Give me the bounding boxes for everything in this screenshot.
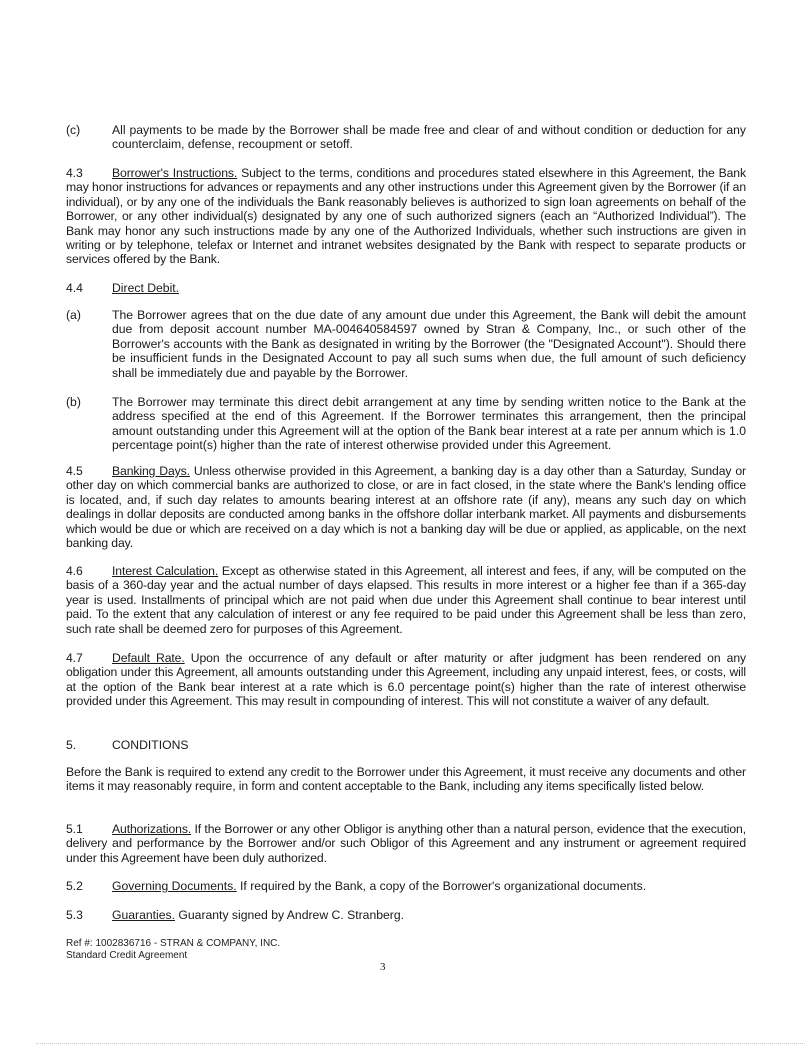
clause-text: The Borrower agrees that on the due date of any amount due under this Agreement, the Bank will debit the amount due from deposit account number MA-004640584597 owned by Stran & Company, Inc., or such other of the Borrower's accounts with the Bank as designated in writing by the Borrower (the "Designated Account"). Should there be insufficient funds in the Designated Account to pay all such sums when due, the full amount of such deficiency shall be immediately due and payable by the Borrower. [112, 308, 746, 380]
clause-label: (b) [66, 395, 81, 409]
clause-heading: Borrower's Instructions. [112, 166, 238, 180]
clause-heading: Authorizations. [112, 822, 192, 836]
clause-text: Except as otherwise stated in this Agreement, all interest and fees, if any, will be computed on the basis of a 360-day year and the actual number of days elapsed. This results in more interest or a higher fee than if a 365-day year is used. Installments of principal which are not paid when due under this Agreement shall continue to bear interest until paid. To the extent that any calculation of interest or any fee required to be paid under this Agreement shall be less than zero, such rate shall be deemed zero for purposes of this Agreement. [66, 564, 746, 636]
section-number: 5. [66, 738, 77, 752]
clause-number: 5.2 [66, 879, 83, 893]
clause-4-4 [66, 281, 746, 295]
clause-4-2-c [66, 123, 746, 152]
clause-5-3 [66, 908, 746, 922]
clause-text: If the Borrower or any other Obligor is anything other than a natural person, evidence that the execution, delivery and performance by the Borrower and/or such Obligor of this Agreement and any instrument or agreement required under this Agreement have been duly authorized. [66, 822, 746, 865]
clause-label: (a) [66, 308, 81, 322]
clause-text: Unless otherwise provided in this Agreement, a banking day is a day other than a Saturday, Sunday or other day on which commercial banks are authorized to close, or are in fact closed, in the state where the Bank's lending office is located, and, if such day relates to amounts bearing interest at an offshore rate (if any), means any such day on which dealings in dollar deposits are conducted among banks in the offshore dollar interbank market. All payments and disbursements which would be due or which are received on a day which is not a banking day will be due or applied, as applicable, on the next banking day. [66, 464, 746, 551]
clause-5-1 [66, 822, 746, 865]
clause-4-7 [66, 651, 746, 709]
clause-number: 5.3 [66, 908, 83, 922]
section-title: CONDITIONS [112, 738, 189, 752]
clause-number: 4.5 [66, 464, 83, 478]
clause-heading: Banking Days. [112, 464, 190, 478]
clause-number: 4.6 [66, 564, 83, 578]
clause-heading: Default Rate. [112, 651, 185, 665]
clause-4-6 [66, 564, 746, 636]
section-5-intro: Before the Bank is required to extend any credit to the Borrower under this Agreement, it must receive any documents and other items it may reasonably require, in form and content acceptable to the Bank, including any items specifically listed below. [66, 765, 746, 794]
scan-artifact-divider [36, 1043, 805, 1045]
clause-4-5 [66, 464, 746, 550]
clause-number: 4.3 [66, 166, 83, 180]
clause-heading: Interest Calculation. [112, 564, 219, 578]
clause-heading: Guaranties. [112, 908, 176, 922]
clause-text: If required by the Bank, a copy of the Borrower's organizational documents. [236, 879, 647, 893]
clause-text: All payments to be made by the Borrower shall be made free and clear of and without condition or deduction for any counterclaim, defense, recoupment or setoff. [112, 123, 746, 152]
clause-heading: Governing Documents. [112, 879, 237, 893]
clause-heading: Direct Debit. [112, 281, 180, 295]
clause-text: Subject to the terms, conditions and procedures stated elsewhere in this Agreement, the Bank may honor instructions for advances or repayments and any other instructions under this Agreement given by the Borrower (if an individual), or by any one of the individuals the Bank reasonably believes is authorized to sign loan agreements on behalf of the Borrower, or any other individual(s) designated by any one of such authorized signers (each an “Authorized Individual”). The Bank may honor any such instructions made by any one of the Authorized Individuals, whether such instructions are given in writing or by telephone, telefax or Internet and intranet websites designated by the Bank with respect to separate products or services offered by the Bank. [66, 166, 746, 267]
page-footer [66, 938, 280, 962]
clause-5-2 [66, 879, 746, 893]
clause-label: (c) [66, 123, 81, 137]
clause-number: 4.7 [66, 651, 83, 665]
clause-text: Upon the occurrence of any default or after maturity or after judgment has been rendered on any obligation under this Agreement, all amounts outstanding under this Agreement, including any unpaid interest, fees, or costs, will at the option of the Bank bear interest at a rate which is 6.0 percentage point(s) higher than the rate of interest otherwise provided under this Agreement. This may result in compounding of interest. This will not constitute a waiver of any default. [66, 651, 746, 709]
clause-text: Guaranty signed by Andrew C. Stranberg. [175, 908, 404, 922]
clause-4-3 [66, 166, 746, 267]
clause-4-4-a [66, 308, 746, 380]
clause-number: 4.4 [66, 281, 83, 295]
clause-4-4-b [66, 395, 746, 453]
page-number: 3 [380, 961, 386, 973]
section-5-heading [66, 738, 746, 752]
clause-number: 5.1 [66, 822, 83, 836]
footer-reference: Ref #: 1002836716 - STRAN & COMPANY, INC. [66, 938, 281, 949]
footer-document-name: Standard Credit Agreement [66, 950, 188, 961]
clause-text: The Borrower may terminate this direct debit arrangement at any time by sending written notice to the Bank at the address specified at the end of this Agreement. If the Borrower terminates this arrangement, then the principal amount outstanding under this Agreement will at the option of the Bank bear interest at a rate per annum which is 1.0 percentage point(s) higher than the rate of interest otherwise provided under this Agreement. [112, 395, 746, 453]
